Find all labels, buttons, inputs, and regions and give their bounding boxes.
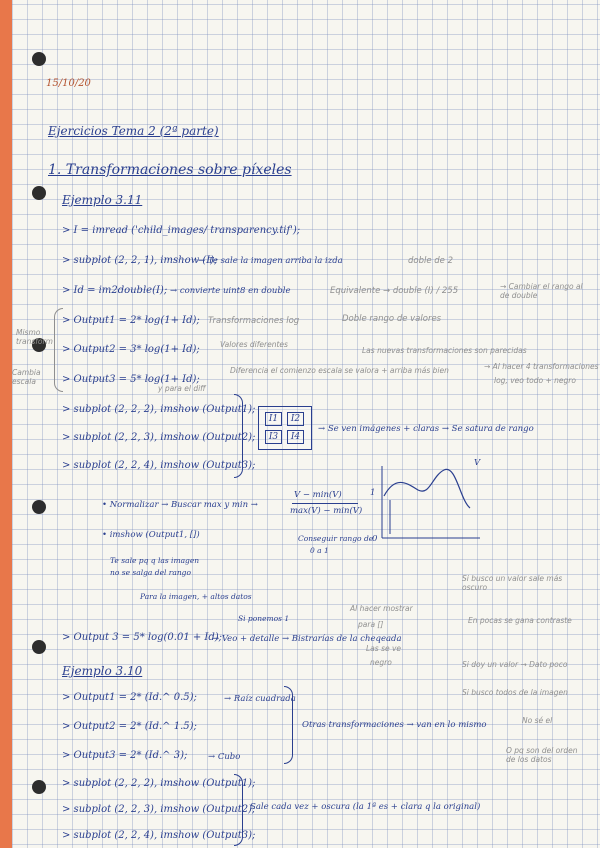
margin-note: Mismo transform (16, 328, 53, 346)
grid-cell: I3 (265, 430, 282, 444)
margin-note: Cambia escala (12, 368, 41, 386)
pencil-note: En pocas se gana contraste (468, 616, 572, 625)
pencil-note: Las se ve (366, 644, 402, 653)
code-line: > Output2 = 3* log(1+ Id); (62, 344, 200, 355)
code-note: Sale cada vez + oscura (la 1ª es + clara q la original) (250, 802, 481, 812)
binder-hole (32, 780, 46, 794)
page-title: Ejercicios Tema 2 (2ª parte) (48, 124, 219, 138)
pencil-note: log, veo todo + negro (494, 376, 576, 385)
bracket (234, 394, 243, 478)
pencil-note: Al hacer mostrar (350, 604, 413, 613)
pencil-note: Valores diferentes (220, 340, 288, 349)
binder-hole (32, 52, 46, 66)
curve (384, 469, 470, 508)
code-note: → Raíz cuadrada (224, 694, 296, 704)
normalize-note: • Normalizar → Buscar max y min → (102, 500, 258, 510)
bracket (284, 686, 293, 764)
binder-hole (32, 640, 46, 654)
code-line: > subplot (2, 2, 2), imshow (Output1); (62, 404, 256, 415)
code-note: → Veo + detalle → Bistrarías de la cheqeada (212, 634, 402, 644)
bracket (234, 774, 243, 846)
pencil-note: No sé el (522, 716, 553, 725)
code-note: Otras transformaciones → van en lo mismo (302, 720, 487, 730)
code-line: > Output1 = 2* (Id.^ 0.5); (62, 692, 197, 703)
code-line: > I = imread ('child_images/ transparency.tif'); (62, 225, 301, 236)
formula-numerator: V − min(V) (294, 490, 342, 500)
code-note: → convierte uint8 en double (170, 286, 291, 296)
imshow-note: Te sale pq q las imagen (110, 556, 200, 565)
code-line: > Id = im2double(I); (62, 285, 168, 296)
section-title: 1. Transformaciones sobre píxeles (48, 162, 292, 178)
grid-cell: I1 (265, 412, 282, 426)
code-line: > Output3 = 2* (Id.^ 3); (62, 750, 188, 761)
code-line: > subplot (2, 2, 4), imshow (Output3); (62, 460, 256, 471)
code-line: > subplot (2, 2, 1), imshow (I); (62, 255, 218, 266)
code-line: > Output2 = 2* (Id.^ 1.5); (62, 721, 197, 732)
code-line: > Output 3 = 5* log(0.01 + Id); (62, 632, 223, 643)
pencil-note: Si doy un valor → Dato poco (462, 660, 568, 669)
imshow-note: Para la imagen, + altos datos (140, 592, 252, 601)
rango-note: Conseguir rango de (298, 534, 374, 543)
date: 15/10/20 (46, 78, 91, 89)
chart-one-label: 1 (370, 488, 376, 498)
code-note: → Cubo (208, 752, 241, 762)
imshow-note: no se salga del rango (110, 568, 192, 577)
pencil-note: Si busco todos de la imagen (462, 688, 568, 697)
code-line: > subplot (2, 2, 3), imshow (Output2); (62, 432, 256, 443)
grid-note: → Se ven imágenes + claras → Se satura de rango (318, 424, 534, 434)
pencil-note: negro (370, 658, 392, 667)
pencil-note: Las nuevas transformaciones son parecidas (362, 346, 527, 355)
code-note: → Te sale la imagen arriba la izda (198, 256, 343, 266)
subplot-grid (258, 406, 312, 450)
notebook-page (12, 0, 600, 848)
rango-note: 0 a 1 (310, 546, 329, 555)
code-line: > subplot (2, 2, 4), imshow (Output3); (62, 830, 256, 841)
grid-cell: I4 (287, 430, 304, 444)
pencil-note: Equivalente → double (I) / 255 (330, 286, 459, 296)
code-line: > subplot (2, 2, 3), imshow (Output2); (62, 804, 256, 815)
imshow-note: • imshow (Output1, []) (102, 530, 200, 540)
pencil-note: → Al hacer 4 transformaciones (484, 362, 599, 371)
code-line: > Output3 = 5* log(1+ Id); (62, 374, 200, 385)
pencil-note: Diferencia el comienzo escala se valora + arriba más bien (230, 366, 449, 375)
code-line: > subplot (2, 2, 2), imshow (Output1); (62, 778, 256, 789)
pencil-note: O pq son del orden de los datos (506, 746, 578, 764)
pencil-note: doble de 2 (408, 256, 454, 266)
curve-sketch (368, 456, 488, 556)
binder-hole (32, 186, 46, 200)
pencil-note: y para el diff (158, 384, 206, 393)
pencil-note: para [] (358, 620, 384, 629)
chart-zero-label: 0 (372, 534, 378, 544)
grid-cell: I2 (287, 412, 304, 426)
formula-denominator: max(V) − min(V) (290, 506, 363, 516)
pencil-note: Doble rango de valores (342, 314, 442, 324)
binder-hole (32, 500, 46, 514)
pencil-note: Transformaciones log (208, 316, 300, 326)
code-note: Si ponemos 1 (238, 614, 290, 623)
pencil-note: Si busco un valor sale más oscuro (462, 574, 563, 592)
pencil-note: → Cambiar el rango al de double (500, 282, 583, 300)
chart-v-label: V (474, 458, 481, 468)
fraction-bar (292, 503, 358, 504)
code-line: > Output1 = 2* log(1+ Id); (62, 315, 200, 326)
example-title: Ejemplo 3.10 (62, 664, 143, 678)
example-title: Ejemplo 3.11 (62, 193, 143, 207)
